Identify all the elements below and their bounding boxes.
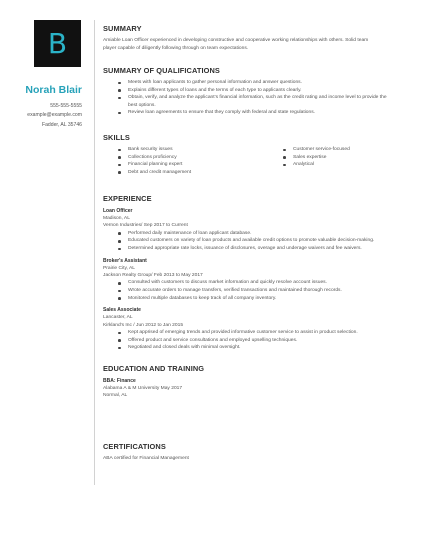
email-text: example@example.com — [27, 112, 82, 119]
job-company-dates: Jackson Realty Group/ Feb 2013 to May 2017 — [103, 273, 203, 278]
skills-heading: SKILLS — [103, 133, 130, 142]
skills-list-left — [103, 146, 268, 176]
summary-line: Amiable Loan Officer experienced in developing constructive and cooperative working relationships with others. Solid team — [103, 38, 369, 43]
education-section — [103, 364, 433, 400]
job-title: Sales Associate — [103, 307, 141, 314]
experience-heading: EXPERIENCE — [103, 194, 152, 203]
list-item: Collections proficiency — [118, 154, 268, 162]
skills-columns — [103, 146, 433, 176]
job-company-dates: Kirkland's Inc / Jun 2012 to Jan 2015 — [103, 322, 184, 328]
list-item: Sales expertise — [283, 154, 433, 162]
job-entry — [103, 207, 433, 253]
list-item: Financial planning expert — [118, 161, 268, 169]
skills-section — [103, 133, 433, 176]
job-title: Loan Officer — [103, 208, 133, 214]
list-item: Meets with loan applicants to gather personal information and answer questions. — [118, 79, 433, 87]
list-item-continuation: best options. — [128, 102, 156, 108]
phone-text: 555-555-5555 — [50, 103, 82, 109]
job-bullets — [103, 230, 433, 253]
school-location-text: Normal, AL — [103, 393, 128, 399]
degree-text: BBA: Finance — [103, 378, 136, 384]
contact-info — [0, 102, 82, 130]
list-item: Offered product and service consultations and employed upselling techniques. — [118, 337, 433, 345]
list-item: Negotiated and closed deals with minimal oversight. — [118, 344, 433, 352]
list-item: Analytical — [283, 161, 433, 169]
summary-heading: SUMMARY — [103, 24, 142, 33]
list-item: Debt and credit management — [118, 169, 268, 177]
school-date-text: Alabama A & M University May 2017 — [103, 386, 183, 391]
list-item: Determined appropriate rate locks, issuance of disclosures, overage and underage waivers and fee waivers. — [118, 245, 433, 253]
education-heading: EDUCATION AND TRAINING — [103, 364, 205, 373]
qualifications-section — [103, 66, 433, 117]
list-item: Performed daily maintenance of loan applicant database. — [118, 230, 433, 238]
list-item: Bank security issues — [118, 146, 268, 154]
list-item: Consulted with customers to discuss market information and quickly resolve account issues. — [118, 279, 433, 287]
experience-section — [103, 194, 433, 356]
certifications-heading: CERTIFICATIONS — [103, 442, 166, 451]
certifications-section — [103, 442, 433, 462]
monogram-logo: B — [34, 20, 81, 67]
job-location: Lancaster, AL — [103, 315, 133, 321]
list-item: Explains different types of loans and the terms of each type to applicants clearly. — [118, 87, 433, 95]
list-item: Kept apprised of emerging trends and provided informative customer service to assist in product selection. — [118, 329, 433, 337]
summary-line: player capable of diligently following through on team expectations. — [103, 45, 249, 51]
summary-section — [103, 24, 433, 52]
list-item: Review loan agreements to ensure that they comply with federal and state regulations. — [118, 109, 433, 117]
certification-item: ABA certified for Financial Management — [103, 456, 189, 461]
vertical-divider — [94, 20, 95, 485]
list-item: Wrote accurate orders to manage transfers, verified transactions and maintained thorough records. — [118, 287, 433, 295]
job-location: Madison, AL — [103, 216, 130, 221]
list-item: Educated customers on variety of loan products and available credit options to promote valuable decision-making. — [118, 237, 433, 245]
job-entry — [103, 257, 433, 303]
location-text: Fadder, AL 35746 — [41, 121, 82, 128]
job-location: Prairie City, AL — [103, 265, 135, 271]
job-bullets — [103, 329, 433, 352]
list-item: Monitored multiple databases to keep track of all company inventory. — [118, 295, 433, 303]
qualifications-list — [103, 79, 433, 117]
candidate-name: Norah Blair — [25, 84, 82, 96]
job-company-dates: Vernon Industries/ Sep 2017 to Current — [103, 223, 188, 229]
job-title: Broker's Assistant — [103, 257, 147, 264]
list-item: Obtain, verify, and analyze the applicant's financial information, such as the credit rating and income level to provide the — [118, 94, 433, 102]
job-entry — [103, 306, 433, 352]
skills-list-right — [268, 146, 433, 176]
list-item: Customer service-focused — [283, 146, 433, 154]
job-bullets — [103, 279, 433, 302]
qualifications-heading: SUMMARY OF QUALIFICATIONS — [103, 66, 220, 75]
